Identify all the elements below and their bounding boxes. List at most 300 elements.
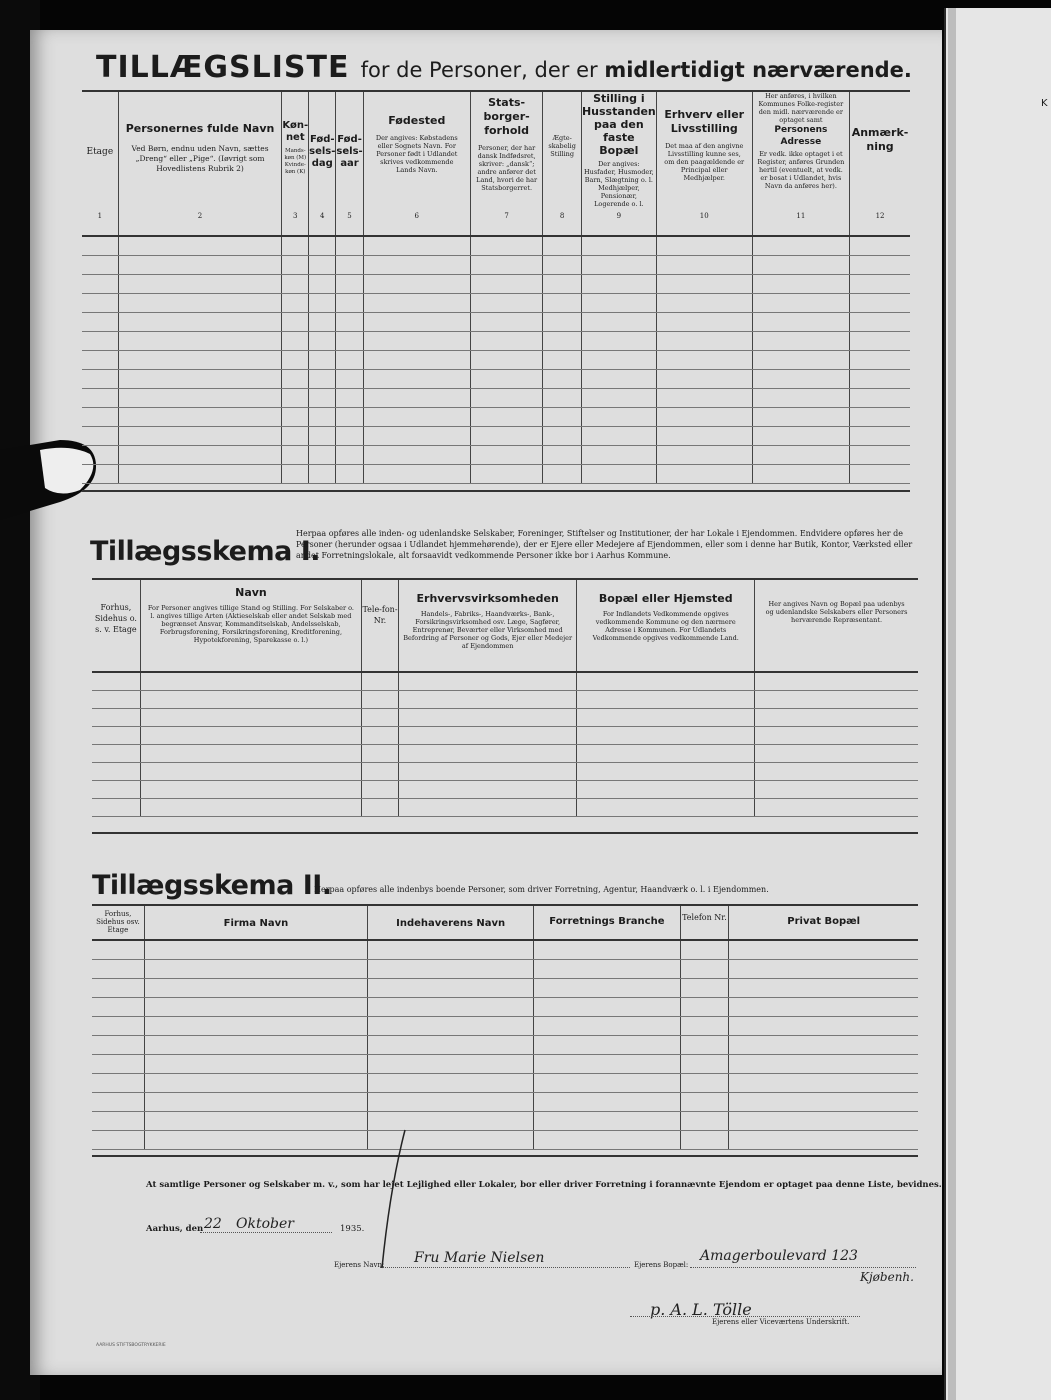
blank-cell[interactable]	[752, 465, 849, 484]
blank-cell[interactable]	[470, 275, 542, 294]
blank-cell[interactable]	[729, 1036, 918, 1055]
blank-cell[interactable]	[118, 256, 282, 275]
blank-cell[interactable]	[140, 781, 361, 799]
blank-cell[interactable]	[729, 940, 918, 960]
blank-cell[interactable]	[543, 370, 582, 389]
blank-cell[interactable]	[363, 446, 470, 465]
blank-cell[interactable]	[140, 763, 361, 781]
blank-cell[interactable]	[398, 763, 577, 781]
blank-cell[interactable]	[282, 332, 309, 351]
blank-cell[interactable]	[362, 745, 399, 763]
blank-cell[interactable]	[752, 275, 849, 294]
blank-cell[interactable]	[534, 960, 680, 979]
skema2-title: Tillægsskema II.	[92, 870, 332, 901]
blank-cell[interactable]	[118, 370, 282, 389]
blank-cell[interactable]	[92, 1055, 144, 1074]
blank-cell[interactable]	[470, 446, 542, 465]
blank-cell[interactable]	[656, 427, 752, 446]
blank-cell[interactable]	[92, 940, 144, 960]
blank-cell[interactable]	[752, 408, 849, 427]
blank-row	[92, 998, 918, 1017]
blank-cell[interactable]	[282, 351, 309, 370]
blank-cell[interactable]	[144, 1112, 367, 1131]
main-table-header	[82, 92, 910, 236]
blank-row	[92, 727, 918, 745]
blank-cell[interactable]	[581, 294, 656, 313]
skema1-col-bopael: Bopæl eller Hjemsted For Indlandets Vedkommende opgives vedkommende Kommune og den nærmere Adresse i Kommunen. For Udlandets Vedkommende opgives vedkommende Land.	[577, 580, 755, 672]
blank-cell[interactable]	[92, 1112, 144, 1131]
blank-cell[interactable]	[336, 256, 363, 275]
blank-cell[interactable]	[336, 351, 363, 370]
blank-cell[interactable]	[282, 389, 309, 408]
skema1-col-etage: Forhus, Sidehus o. s. v. Etage	[92, 580, 140, 672]
blank-cell[interactable]	[755, 745, 918, 763]
blank-cell[interactable]	[363, 427, 470, 446]
blank-cell[interactable]	[309, 465, 336, 484]
blank-cell[interactable]	[144, 1036, 367, 1055]
blank-cell[interactable]	[336, 236, 363, 256]
blank-cell[interactable]	[92, 672, 140, 691]
blank-cell[interactable]	[144, 1055, 367, 1074]
blank-cell[interactable]	[82, 465, 118, 484]
blank-cell[interactable]	[656, 313, 752, 332]
blank-cell[interactable]	[581, 446, 656, 465]
blank-cell[interactable]	[368, 1074, 534, 1093]
blank-cell[interactable]	[470, 370, 542, 389]
blank-row	[92, 709, 918, 727]
blank-cell[interactable]	[755, 781, 918, 799]
blank-cell[interactable]	[309, 370, 336, 389]
blank-cell[interactable]	[577, 781, 755, 799]
blank-row	[82, 370, 910, 389]
blank-cell[interactable]	[336, 332, 363, 351]
blank-cell[interactable]	[368, 979, 534, 998]
blank-cell[interactable]	[680, 1055, 729, 1074]
blank-cell[interactable]	[850, 351, 910, 370]
blank-row	[92, 960, 918, 979]
blank-cell[interactable]	[282, 446, 309, 465]
blank-cell[interactable]	[362, 727, 399, 745]
skema1-title: Tillægsskema I.	[90, 536, 321, 567]
blank-cell[interactable]	[368, 1055, 534, 1074]
blank-cell[interactable]	[92, 1036, 144, 1055]
blank-cell[interactable]	[577, 672, 755, 691]
blank-cell[interactable]	[82, 236, 118, 256]
blank-cell[interactable]	[543, 465, 582, 484]
blank-cell[interactable]	[118, 332, 282, 351]
blank-cell[interactable]	[534, 940, 680, 960]
blank-cell[interactable]	[140, 672, 361, 691]
blank-cell[interactable]	[729, 1112, 918, 1131]
blank-cell[interactable]	[144, 1131, 367, 1150]
blank-cell[interactable]	[398, 709, 577, 727]
blank-cell[interactable]	[82, 370, 118, 389]
blank-cell[interactable]	[850, 313, 910, 332]
blank-cell[interactable]	[92, 709, 140, 727]
blank-cell[interactable]	[363, 256, 470, 275]
blank-cell[interactable]	[118, 351, 282, 370]
blank-cell[interactable]	[543, 275, 582, 294]
blank-cell[interactable]	[752, 446, 849, 465]
blank-cell[interactable]	[363, 332, 470, 351]
blank-row	[92, 1112, 918, 1131]
blank-cell[interactable]	[282, 427, 309, 446]
blank-cell[interactable]	[362, 763, 399, 781]
blank-cell[interactable]	[92, 960, 144, 979]
blank-cell[interactable]	[850, 275, 910, 294]
blank-cell[interactable]	[581, 332, 656, 351]
blank-cell[interactable]	[680, 1112, 729, 1131]
blank-cell[interactable]	[282, 313, 309, 332]
blank-cell[interactable]	[581, 427, 656, 446]
blank-cell[interactable]	[577, 691, 755, 709]
blank-cell[interactable]	[309, 275, 336, 294]
blank-cell[interactable]	[368, 1093, 534, 1112]
blank-cell[interactable]	[577, 745, 755, 763]
blank-row	[82, 446, 910, 465]
blank-cell[interactable]	[82, 427, 118, 446]
blank-cell[interactable]	[92, 691, 140, 709]
skema2-col-indehaver: Indehaverens Navn	[368, 906, 534, 940]
blank-cell[interactable]	[755, 763, 918, 781]
blank-cell[interactable]	[398, 672, 577, 691]
blank-cell[interactable]	[656, 275, 752, 294]
blank-cell[interactable]	[581, 275, 656, 294]
blank-cell[interactable]	[577, 709, 755, 727]
blank-cell[interactable]	[534, 1074, 680, 1093]
blank-cell[interactable]	[309, 294, 336, 313]
blank-cell[interactable]	[581, 370, 656, 389]
blank-cell[interactable]	[534, 1017, 680, 1036]
blank-cell[interactable]	[656, 389, 752, 408]
blank-cell[interactable]	[309, 427, 336, 446]
blank-cell[interactable]	[118, 313, 282, 332]
blank-cell[interactable]	[581, 408, 656, 427]
blank-cell[interactable]	[144, 1074, 367, 1093]
blank-cell[interactable]	[577, 799, 755, 817]
blank-cell[interactable]	[680, 960, 729, 979]
blank-cell[interactable]	[309, 332, 336, 351]
blank-cell[interactable]	[543, 294, 582, 313]
blank-cell[interactable]	[140, 745, 361, 763]
blank-cell[interactable]	[82, 275, 118, 294]
blank-row	[92, 1131, 918, 1150]
form-title: TILLÆGSLISTE for de Personer, der er midlertidigt nærværende.	[96, 50, 912, 85]
blank-cell[interactable]	[755, 727, 918, 745]
col-adresse: Her anføres, i hvilken Kommunes Folke-register den midl. nærværende er optaget samt Personens Adresse Er vedk. ikke optaget i et Register, anføres Grunden hertil (eventuelt, at vedk. er bosat i Udlandet, hvis Navn da anføres her). 11	[752, 92, 849, 236]
blank-cell[interactable]	[752, 389, 849, 408]
blank-cell[interactable]	[656, 408, 752, 427]
blank-cell[interactable]	[362, 799, 399, 817]
blank-cell[interactable]	[144, 1093, 367, 1112]
blank-cell[interactable]	[581, 236, 656, 256]
blank-cell[interactable]	[850, 408, 910, 427]
blank-cell[interactable]	[282, 370, 309, 389]
blank-cell[interactable]	[368, 940, 534, 960]
blank-cell[interactable]	[92, 745, 140, 763]
blank-cell[interactable]	[92, 979, 144, 998]
blank-cell[interactable]	[656, 370, 752, 389]
blank-cell[interactable]	[850, 332, 910, 351]
blank-cell[interactable]	[82, 351, 118, 370]
blank-cell[interactable]	[363, 313, 470, 332]
blank-cell[interactable]	[752, 294, 849, 313]
blank-cell[interactable]	[729, 1017, 918, 1036]
blank-cell[interactable]	[118, 294, 282, 313]
blank-cell[interactable]	[398, 727, 577, 745]
blank-cell[interactable]	[534, 1055, 680, 1074]
blank-cell[interactable]	[398, 799, 577, 817]
blank-cell[interactable]	[118, 236, 282, 256]
blank-cell[interactable]	[144, 960, 367, 979]
blank-cell[interactable]	[543, 313, 582, 332]
blank-cell[interactable]	[656, 351, 752, 370]
blank-row	[82, 351, 910, 370]
blank-cell[interactable]	[534, 979, 680, 998]
blank-row	[82, 427, 910, 446]
declaration: At samtlige Personer og Selskaber m. v., som har lejet Lejlighed eller Lokaler, bor eller driver Forretning i forannævnte Ejendom er optaget paa denne Liste, bevidnes.	[146, 1180, 942, 1190]
blank-cell[interactable]	[752, 313, 849, 332]
blank-cell[interactable]	[92, 1017, 144, 1036]
blank-cell[interactable]	[363, 408, 470, 427]
blank-cell[interactable]	[363, 465, 470, 484]
blank-cell[interactable]	[82, 408, 118, 427]
blank-cell[interactable]	[118, 446, 282, 465]
col-fodested: Fødested Der angives: Købstadens eller Sognets Navn. For Personer født i Udlandet skrives vedkommende Lands Navn. 6	[363, 92, 470, 236]
blank-cell[interactable]	[656, 256, 752, 275]
blank-cell[interactable]	[92, 1093, 144, 1112]
blank-cell[interactable]	[363, 275, 470, 294]
blank-cell[interactable]	[92, 998, 144, 1017]
skema2-col-branche: Forretnings Branche	[534, 906, 680, 940]
blank-cell[interactable]	[140, 727, 361, 745]
blank-cell[interactable]	[581, 313, 656, 332]
blank-cell[interactable]	[850, 446, 910, 465]
blank-cell[interactable]	[680, 979, 729, 998]
blank-cell[interactable]	[309, 313, 336, 332]
blank-cell[interactable]	[680, 940, 729, 960]
blank-cell[interactable]	[729, 1131, 918, 1150]
blank-cell[interactable]	[656, 465, 752, 484]
blank-cell[interactable]	[282, 465, 309, 484]
blank-cell[interactable]	[729, 979, 918, 998]
blank-cell[interactable]	[362, 672, 399, 691]
blank-cell[interactable]	[368, 1017, 534, 1036]
blank-cell[interactable]	[336, 427, 363, 446]
blank-cell[interactable]	[92, 763, 140, 781]
blank-cell[interactable]	[470, 465, 542, 484]
blank-cell[interactable]	[656, 446, 752, 465]
blank-cell[interactable]	[680, 1017, 729, 1036]
blank-cell[interactable]	[140, 799, 361, 817]
blank-cell[interactable]	[656, 236, 752, 256]
blank-cell[interactable]	[118, 408, 282, 427]
blank-cell[interactable]	[729, 1074, 918, 1093]
blank-cell[interactable]	[363, 389, 470, 408]
blank-cell[interactable]	[398, 781, 577, 799]
blank-cell[interactable]	[282, 236, 309, 256]
blank-cell[interactable]	[470, 332, 542, 351]
blank-cell[interactable]	[543, 256, 582, 275]
blank-cell[interactable]	[543, 389, 582, 408]
blank-cell[interactable]	[82, 256, 118, 275]
blank-cell[interactable]	[534, 998, 680, 1017]
blank-cell[interactable]	[755, 672, 918, 691]
blank-cell[interactable]	[309, 446, 336, 465]
blank-cell[interactable]	[336, 294, 363, 313]
blank-cell[interactable]	[144, 979, 367, 998]
blank-cell[interactable]	[581, 351, 656, 370]
blank-cell[interactable]	[336, 465, 363, 484]
blank-cell[interactable]	[752, 351, 849, 370]
col-etage: Etage 1	[82, 92, 118, 236]
blank-cell[interactable]	[82, 446, 118, 465]
blank-cell[interactable]	[577, 763, 755, 781]
blank-row	[92, 745, 918, 763]
col-statsborger: Stats-borger-forhold Personer, der har dansk Indfødsret, skriver: „dansk“; andre anfører det Land, hvori de har Statsborgerret. 7	[470, 92, 542, 236]
blank-cell[interactable]	[363, 236, 470, 256]
blank-cell[interactable]	[92, 799, 140, 817]
blank-cell[interactable]	[398, 745, 577, 763]
blank-cell[interactable]	[144, 998, 367, 1017]
blank-cell[interactable]	[470, 313, 542, 332]
blank-cell[interactable]	[755, 709, 918, 727]
blank-row	[82, 389, 910, 408]
blank-cell[interactable]	[543, 427, 582, 446]
signature: p. A. L. Tölle	[650, 1300, 752, 1319]
blank-cell[interactable]	[336, 446, 363, 465]
blank-cell[interactable]	[470, 389, 542, 408]
blank-cell[interactable]	[363, 370, 470, 389]
blank-cell[interactable]	[680, 1131, 729, 1150]
blank-cell[interactable]	[282, 275, 309, 294]
blank-cell[interactable]	[309, 408, 336, 427]
blank-cell[interactable]	[368, 1036, 534, 1055]
blank-cell[interactable]	[581, 465, 656, 484]
skema2-col-firma: Firma Navn	[144, 906, 367, 940]
blank-cell[interactable]	[144, 1017, 367, 1036]
blank-cell[interactable]	[755, 799, 918, 817]
blank-cell[interactable]	[729, 1093, 918, 1112]
blank-cell[interactable]	[470, 351, 542, 370]
blank-cell[interactable]	[92, 1074, 144, 1093]
blank-cell[interactable]	[92, 781, 140, 799]
blank-cell[interactable]	[534, 1112, 680, 1131]
blank-cell[interactable]	[543, 408, 582, 427]
blank-cell[interactable]	[729, 1055, 918, 1074]
blank-cell[interactable]	[850, 389, 910, 408]
blank-cell[interactable]	[92, 1131, 144, 1150]
blank-cell[interactable]	[470, 236, 542, 256]
blank-cell[interactable]	[118, 275, 282, 294]
blank-cell[interactable]	[309, 256, 336, 275]
blank-cell[interactable]	[336, 370, 363, 389]
blank-cell[interactable]	[543, 446, 582, 465]
blank-cell[interactable]	[850, 465, 910, 484]
blank-cell[interactable]	[656, 332, 752, 351]
blank-cell[interactable]	[309, 236, 336, 256]
blank-cell[interactable]	[752, 256, 849, 275]
blank-cell[interactable]	[543, 351, 582, 370]
blank-cell[interactable]	[82, 313, 118, 332]
blank-cell[interactable]	[140, 709, 361, 727]
blank-cell[interactable]	[581, 256, 656, 275]
blank-cell[interactable]	[82, 294, 118, 313]
blank-cell[interactable]	[470, 256, 542, 275]
blank-cell[interactable]	[752, 370, 849, 389]
blank-cell[interactable]	[118, 389, 282, 408]
blank-cell[interactable]	[336, 275, 363, 294]
col-fodselsaar: Fød-sels-aar 5	[336, 92, 363, 236]
blank-cell[interactable]	[577, 727, 755, 745]
blank-cell[interactable]	[368, 998, 534, 1017]
blank-cell[interactable]	[140, 691, 361, 709]
blank-cell[interactable]	[543, 236, 582, 256]
blank-cell[interactable]	[363, 294, 470, 313]
blank-cell[interactable]	[362, 691, 399, 709]
blank-cell[interactable]	[282, 294, 309, 313]
blank-cell[interactable]	[470, 427, 542, 446]
blank-cell[interactable]	[680, 1074, 729, 1093]
blank-cell[interactable]	[534, 1131, 680, 1150]
blank-cell[interactable]	[282, 408, 309, 427]
blank-cell[interactable]	[534, 1093, 680, 1112]
blank-cell[interactable]	[680, 1036, 729, 1055]
blank-cell[interactable]	[534, 1036, 680, 1055]
signature-label: Ejerens eller Viceværtens Underskrift.	[712, 1318, 850, 1326]
blank-cell[interactable]	[309, 351, 336, 370]
blank-cell[interactable]	[282, 256, 309, 275]
blank-cell[interactable]	[470, 294, 542, 313]
blank-cell[interactable]	[752, 427, 849, 446]
blank-cell[interactable]	[850, 370, 910, 389]
blank-cell[interactable]	[336, 408, 363, 427]
blank-cell[interactable]	[82, 389, 118, 408]
blank-cell[interactable]	[118, 465, 282, 484]
blank-cell[interactable]	[309, 389, 336, 408]
blank-cell[interactable]	[470, 408, 542, 427]
owner-address: Amagerboulevard 123	[700, 1248, 858, 1264]
blank-cell[interactable]	[755, 691, 918, 709]
blank-cell[interactable]	[336, 313, 363, 332]
printer-mark: AARHUS STIFTSBOGTRYKKERIE	[96, 1343, 166, 1348]
blank-cell[interactable]	[656, 294, 752, 313]
blank-cell[interactable]	[362, 781, 399, 799]
blank-cell[interactable]	[363, 351, 470, 370]
skema1-table	[92, 580, 918, 817]
blank-cell[interactable]	[368, 960, 534, 979]
blank-cell[interactable]	[92, 727, 140, 745]
blank-cell[interactable]	[850, 294, 910, 313]
blank-cell[interactable]	[543, 332, 582, 351]
blank-cell[interactable]	[752, 332, 849, 351]
blank-cell[interactable]	[752, 236, 849, 256]
blank-cell[interactable]	[680, 998, 729, 1017]
blank-cell[interactable]	[581, 389, 656, 408]
blank-cell[interactable]	[850, 236, 910, 256]
blank-cell[interactable]	[729, 998, 918, 1017]
blank-cell[interactable]	[118, 427, 282, 446]
blank-cell[interactable]	[336, 389, 363, 408]
blank-cell[interactable]	[362, 709, 399, 727]
blank-cell[interactable]	[850, 427, 910, 446]
blank-cell[interactable]	[144, 940, 367, 960]
blank-cell[interactable]	[680, 1093, 729, 1112]
blank-cell[interactable]	[82, 332, 118, 351]
blank-cell[interactable]	[850, 256, 910, 275]
blank-cell[interactable]	[398, 691, 577, 709]
blank-cell[interactable]	[729, 960, 918, 979]
